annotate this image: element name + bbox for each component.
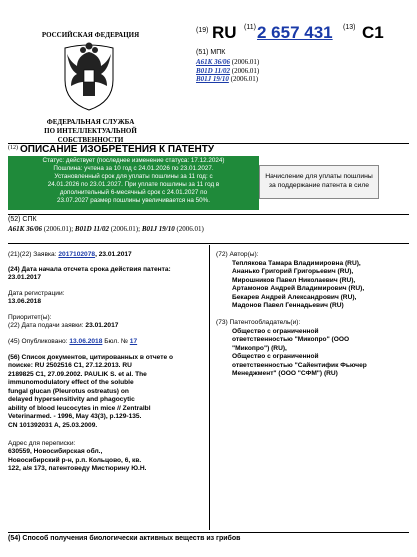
mpk-code-link[interactable]: A61K 36/06	[196, 57, 231, 66]
divider	[8, 243, 409, 244]
cited-line: CN 101392031 A, 25.03.2009.	[8, 422, 98, 429]
address-label: Адрес для переписки:	[8, 439, 76, 447]
priority-label: Приоритет(ы):	[8, 313, 52, 321]
mpk-code-link[interactable]: B01J 19/10	[196, 75, 229, 84]
spk-version: (2006.01)	[110, 224, 139, 233]
agency-name: ФЕДЕРАЛЬНАЯ СЛУЖБА ПО ИНТЕЛЛЕКТУАЛЬНОЙ СОБСТВЕННОСТИ	[44, 118, 137, 144]
filing-date-value: 23.01.2017	[85, 322, 119, 330]
patent-id-block	[196, 22, 411, 46]
status-line: 23.07.2027 размер пошлины увеличивается на 50%.	[56, 197, 211, 205]
fee-calculation-button[interactable]: Начисление для уплаты пошлины за поддержание патента в силе	[259, 165, 379, 199]
status-line: Установленный срок для уплаты пошлины за 11 год: с	[54, 173, 213, 181]
status-bar	[8, 156, 259, 210]
cited-line: delayed hypersensitivity and phagocytic	[8, 396, 135, 404]
author: Мадонов Павел Геннадьевич (RU)	[232, 302, 344, 310]
russia-coat-of-arms-icon	[55, 40, 123, 112]
authors-label: (72) Автор(ы):	[216, 251, 259, 258]
owner-line: Общество с ограниченной	[232, 327, 319, 335]
cited-line: (56) Список документов, цитированных в отчете о	[8, 353, 174, 361]
application-number-link[interactable]: 2017102078	[58, 251, 96, 258]
bibliographic-right-column	[216, 251, 411, 379]
spk-block: (52) СПК A61K 36/06 (2006.01); B01D 11/02 (2006.01); B01J 19/10 (2006.01)	[8, 216, 204, 233]
owners-list	[216, 328, 411, 379]
spk-code: B01D 11/02	[74, 224, 109, 233]
cited-documents	[8, 354, 206, 431]
patent-number-link[interactable]: 2 657 431	[257, 23, 333, 42]
cited-line: immunomodulatory effect of the soluble	[8, 379, 134, 387]
spk-label: (52) СПК	[8, 216, 37, 223]
spk-version: (2006.01)	[43, 224, 72, 233]
country-name: РОССИЙСКАЯ ФЕДЕРАЦИЯ	[41, 31, 140, 39]
address-line: Новосибирский р-н, р.п. Кольцово, 6, кв.	[8, 456, 142, 464]
application-field	[8, 251, 206, 260]
bibliographic-left-column	[8, 251, 206, 474]
spk-code: A61K 36/06	[8, 224, 43, 233]
registration-label: Дата регистрации:	[8, 289, 65, 297]
owner-line: ответственностью "Микопро" (ООО	[232, 336, 350, 344]
publication-date-link[interactable]: 13.06.2018	[69, 337, 103, 345]
owner-line: ответственностью "Сайентифик Фьючер	[232, 361, 367, 369]
mpk-version: (2006.01)	[231, 66, 260, 75]
country-code: RU	[212, 23, 237, 42]
address-line: 122, а/я 173, патентоведу Мистюрину Ю.Н.	[8, 465, 147, 473]
term-start-label: (24) Дата начала отсчета срока действия патента:	[8, 265, 171, 273]
bulletin-label: Бюл. №	[104, 337, 128, 345]
authors-list	[216, 260, 411, 311]
bulletin-number-link[interactable]: 17	[129, 337, 138, 345]
application-label: (21)(22) Заявка:	[8, 251, 57, 258]
cited-line: ability of blood leucocytes in mice // Zentralbl	[8, 404, 151, 412]
author: Ананько Григорий Григорьевич (RU),	[232, 268, 354, 276]
cited-line: fungal glucan (Pleurotus ostreatus) on	[8, 387, 129, 395]
filing-date-field	[8, 322, 206, 331]
code-12: (12)	[8, 145, 18, 151]
divider	[8, 214, 409, 215]
owner-line: "Микопро") (RU),	[232, 344, 287, 352]
author: Бекарев Андрей Александрович (RU),	[232, 293, 357, 301]
cited-line: Veterinarmed. - 1996, May 43(3), p.129-135.	[8, 413, 142, 421]
owners-label: (73) Патентообладатель(и):	[216, 318, 301, 326]
code-19: (19)	[196, 27, 209, 34]
spk-version: (2006.01)	[176, 224, 204, 233]
cited-line: 2189825 C1, 27.09.2002. PAULIK S. et al. The	[8, 370, 147, 378]
publication-label: (45) Опубликовано:	[8, 337, 68, 345]
column-divider	[209, 245, 210, 530]
code-11: (11)	[244, 24, 256, 31]
address-line: 630559, Новосибирская обл.,	[8, 448, 103, 456]
author: Мирошников Павел Николаевич (RU),	[232, 276, 356, 284]
invention-title: (54) Способ получения биологически активных веществ из грибов	[8, 535, 241, 542]
owner-line: Менеджмент" (ООО "СФМ") (RU)	[232, 370, 338, 378]
document-title: ОПИСАНИЕ ИЗОБРЕТЕНИЯ К ПАТЕНТУ	[20, 144, 215, 155]
spk-code: B01J 19/10	[141, 224, 175, 233]
filing-date-label: (22) Дата подачи заявки:	[8, 322, 84, 330]
status-line: 24.01.2026 по 23.01.2027. При уплате пошлины за 11 год в	[47, 181, 220, 189]
mpk-block	[196, 49, 316, 84]
publication-field	[8, 338, 206, 347]
code-13: (13)	[343, 24, 356, 31]
mpk-label: (51) МПК	[196, 49, 226, 56]
cited-line: поиске: RU 2502516 C1, 27.12.2013. RU	[8, 362, 132, 370]
divider	[8, 532, 409, 533]
owner-line: Общество с ограниченной	[232, 353, 319, 361]
mpk-version: (2006.01)	[230, 75, 259, 84]
application-date: , 23.01.2017	[95, 251, 132, 258]
status-line: дополнительный 6-месячный срок с 24.01.2027 по	[59, 189, 208, 197]
status-line: Пошлина: учтена за 10 год с 24.01.2026 по 23.01.2027.	[53, 165, 214, 173]
correspondence-address	[8, 440, 206, 474]
mpk-version: (2006.01)	[231, 57, 260, 66]
registration-value: 13.06.2018	[8, 298, 42, 306]
author: Артамонов Андрей Владимирович (RU),	[232, 285, 365, 293]
term-start-value: 23.01.2017	[8, 274, 42, 282]
status-line: Статус: действует (последнее изменение статуса: 17.12.2024)	[42, 157, 225, 164]
mpk-code-link[interactable]: B01D 11/02	[196, 66, 231, 75]
kind-code: C1	[362, 23, 384, 42]
author: Теплякова Тамара Владимировна (RU),	[232, 259, 361, 267]
